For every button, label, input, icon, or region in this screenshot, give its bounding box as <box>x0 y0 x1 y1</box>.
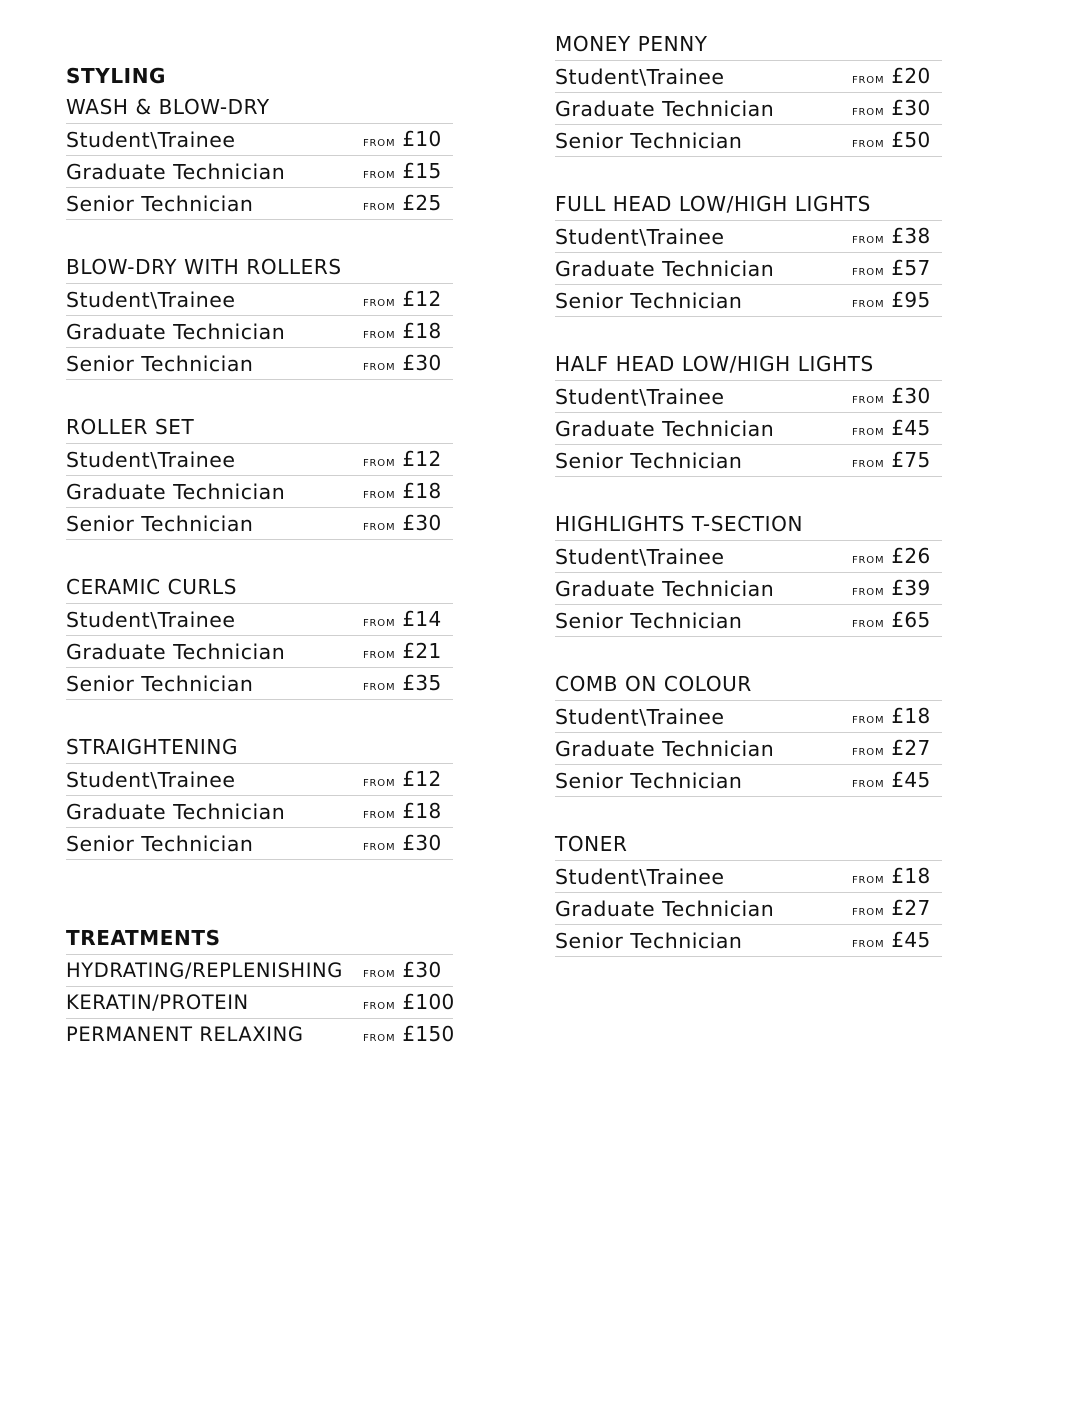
price <box>363 767 441 791</box>
price <box>852 64 930 88</box>
price-amount: £14 <box>402 607 442 631</box>
price-amount: £18 <box>402 479 442 503</box>
from-label: FROM <box>363 969 396 980</box>
price-amount: £18 <box>891 864 931 888</box>
price-row <box>555 381 942 413</box>
price <box>852 544 930 568</box>
price <box>852 576 930 600</box>
price-amount: £21 <box>402 639 442 663</box>
row-label: Senior Technician <box>555 928 743 953</box>
price-amount: £45 <box>891 928 931 952</box>
from-label: FROM <box>363 778 396 789</box>
price-row <box>66 156 453 188</box>
from-label: FROM <box>363 682 396 693</box>
group-title: COMB ON COLOUR <box>555 669 942 701</box>
price <box>852 448 930 472</box>
price <box>363 799 441 823</box>
row-label: Graduate Technician <box>555 896 775 921</box>
price-amount: £150 <box>402 1022 455 1046</box>
from-label: FROM <box>363 842 396 853</box>
price-row <box>66 796 453 828</box>
price <box>852 896 930 920</box>
price-row <box>66 188 453 220</box>
price <box>363 159 441 183</box>
price-row <box>555 861 942 893</box>
price-amount: £65 <box>891 608 931 632</box>
price-amount: £45 <box>891 416 931 440</box>
from-label: FROM <box>363 362 396 373</box>
price-row <box>66 668 453 700</box>
price <box>363 990 455 1014</box>
price-row <box>555 893 942 925</box>
price-row <box>555 605 942 637</box>
from-label: FROM <box>852 555 885 566</box>
price-row <box>66 316 453 348</box>
price <box>852 928 930 952</box>
from-label: FROM <box>363 490 396 501</box>
row-label: Student\Trainee <box>66 607 236 632</box>
row-label: PERMANENT RELAXING <box>66 1023 304 1046</box>
row-label: Graduate Technician <box>555 576 775 601</box>
row-label: Graduate Technician <box>66 799 286 824</box>
price-group <box>555 509 942 637</box>
right-column <box>555 29 942 957</box>
row-label: Student\Trainee <box>555 864 725 889</box>
group-title: HALF HEAD LOW/HIGH LIGHTS <box>555 349 942 381</box>
from-label: FROM <box>852 715 885 726</box>
price-amount: £30 <box>891 384 931 408</box>
from-label: FROM <box>363 458 396 469</box>
price <box>363 671 441 695</box>
price-group <box>555 349 942 477</box>
row-label: Student\Trainee <box>555 64 725 89</box>
row-label: Senior Technician <box>555 288 743 313</box>
price-row <box>66 764 453 796</box>
row-label: Student\Trainee <box>66 447 236 472</box>
from-label: FROM <box>852 619 885 630</box>
price-row <box>66 604 453 636</box>
price <box>852 384 930 408</box>
row-label: Graduate Technician <box>555 256 775 281</box>
price-amount: £57 <box>891 256 931 280</box>
price-row <box>555 221 942 253</box>
price <box>363 958 441 982</box>
group-title: MONEY PENNY <box>555 29 942 61</box>
row-label: Student\Trainee <box>66 767 236 792</box>
price-group <box>66 412 453 540</box>
price-group <box>66 92 453 220</box>
group-title: BLOW-DRY WITH ROLLERS <box>66 252 453 284</box>
row-label: Senior Technician <box>66 831 254 856</box>
price-row <box>555 733 942 765</box>
price-amount: £25 <box>402 191 442 215</box>
treatment-row <box>66 1019 453 1050</box>
row-label: Student\Trainee <box>555 384 725 409</box>
price-row <box>66 444 453 476</box>
from-label: FROM <box>363 1001 396 1012</box>
price <box>852 96 930 120</box>
price-amount: £38 <box>891 224 931 248</box>
price-row <box>555 93 942 125</box>
price-amount: £18 <box>891 704 931 728</box>
from-label: FROM <box>363 202 396 213</box>
group-title: STRAIGHTENING <box>66 732 453 764</box>
price-row <box>66 284 453 316</box>
from-label: FROM <box>363 298 396 309</box>
price-row <box>555 541 942 573</box>
row-label: Student\Trainee <box>66 287 236 312</box>
price-group <box>66 252 453 380</box>
row-label: Graduate Technician <box>555 416 775 441</box>
price-row <box>66 636 453 668</box>
row-label: Senior Technician <box>555 608 743 633</box>
left-column <box>66 60 453 1050</box>
from-label: FROM <box>852 875 885 886</box>
price-amount: £18 <box>402 799 442 823</box>
from-label: FROM <box>363 618 396 629</box>
row-label: Student\Trainee <box>66 127 236 152</box>
price-row <box>555 413 942 445</box>
price <box>852 288 930 312</box>
price-amount: £39 <box>891 576 931 600</box>
from-label: FROM <box>852 939 885 950</box>
row-label: Senior Technician <box>555 768 743 793</box>
price <box>852 864 930 888</box>
price-group <box>66 572 453 700</box>
price <box>852 416 930 440</box>
price <box>363 447 441 471</box>
price <box>363 639 441 663</box>
price <box>852 256 930 280</box>
row-label: Senior Technician <box>555 448 743 473</box>
from-label: FROM <box>852 395 885 406</box>
treatments-heading: TREATMENTS <box>66 922 453 955</box>
row-label: Graduate Technician <box>66 159 286 184</box>
price-row <box>555 125 942 157</box>
price-amount: £30 <box>402 958 442 982</box>
price-row <box>555 765 942 797</box>
row-label: Senior Technician <box>66 191 254 216</box>
price-row <box>66 508 453 540</box>
row-label: Graduate Technician <box>66 319 286 344</box>
treatment-row <box>66 955 453 987</box>
from-label: FROM <box>852 587 885 598</box>
price <box>852 768 930 792</box>
from-label: FROM <box>852 107 885 118</box>
price-amount: £45 <box>891 768 931 792</box>
price-amount: £27 <box>891 736 931 760</box>
row-label: KERATIN/PROTEIN <box>66 991 249 1014</box>
price-amount: £95 <box>891 288 931 312</box>
price-amount: £30 <box>402 351 442 375</box>
group-title: ROLLER SET <box>66 412 453 444</box>
price-group <box>555 189 942 317</box>
price-row <box>555 925 942 957</box>
price <box>852 608 930 632</box>
price <box>363 351 441 375</box>
price-row <box>555 253 942 285</box>
price-group <box>555 669 942 797</box>
row-label: Student\Trainee <box>555 224 725 249</box>
price <box>363 831 441 855</box>
price-amount: £20 <box>891 64 931 88</box>
from-label: FROM <box>363 1033 396 1044</box>
row-label: HYDRATING/REPLENISHING <box>66 959 343 982</box>
from-label: FROM <box>852 235 885 246</box>
price-amount: £75 <box>891 448 931 472</box>
price-amount: £100 <box>402 990 455 1014</box>
row-label: Graduate Technician <box>66 639 286 664</box>
row-label: Senior Technician <box>555 128 743 153</box>
from-label: FROM <box>363 650 396 661</box>
price <box>363 287 441 311</box>
price-amount: £30 <box>402 511 442 535</box>
group-title: CERAMIC CURLS <box>66 572 453 604</box>
price <box>363 1022 455 1046</box>
from-label: FROM <box>852 907 885 918</box>
price <box>852 128 930 152</box>
styling-heading: STYLING <box>66 64 167 88</box>
from-label: FROM <box>852 267 885 278</box>
row-label: Student\Trainee <box>555 704 725 729</box>
price-row <box>66 828 453 860</box>
row-label: Student\Trainee <box>555 544 725 569</box>
price-amount: £30 <box>891 96 931 120</box>
row-label: Senior Technician <box>66 511 254 536</box>
from-label: FROM <box>363 330 396 341</box>
row-label: Senior Technician <box>66 351 254 376</box>
price-row <box>555 61 942 93</box>
treatment-row <box>66 987 453 1019</box>
from-label: FROM <box>363 170 396 181</box>
price-row <box>555 445 942 477</box>
price-group <box>66 732 453 860</box>
from-label: FROM <box>363 138 396 149</box>
price-amount: £35 <box>402 671 442 695</box>
price <box>363 607 441 631</box>
price-amount: £12 <box>402 767 442 791</box>
price <box>363 479 441 503</box>
price-row <box>555 285 942 317</box>
price <box>363 127 441 151</box>
price-amount: £12 <box>402 447 442 471</box>
row-label: Graduate Technician <box>555 736 775 761</box>
price-amount: £12 <box>402 287 442 311</box>
group-title: WASH & BLOW-DRY <box>66 92 453 124</box>
price-amount: £10 <box>402 127 442 151</box>
price-group <box>555 29 942 157</box>
price-row <box>555 701 942 733</box>
group-title: HIGHLIGHTS T-SECTION <box>555 509 942 541</box>
from-label: FROM <box>852 427 885 438</box>
price <box>363 511 441 535</box>
price <box>363 191 441 215</box>
price-row <box>555 573 942 605</box>
price-amount: £50 <box>891 128 931 152</box>
from-label: FROM <box>852 747 885 758</box>
price <box>852 224 930 248</box>
price <box>363 319 441 343</box>
price <box>852 736 930 760</box>
price-row <box>66 348 453 380</box>
from-label: FROM <box>852 139 885 150</box>
from-label: FROM <box>852 459 885 470</box>
row-label: Senior Technician <box>66 671 254 696</box>
price-amount: £15 <box>402 159 442 183</box>
from-label: FROM <box>852 75 885 86</box>
from-label: FROM <box>363 522 396 533</box>
from-label: FROM <box>363 810 396 821</box>
row-label: Graduate Technician <box>555 96 775 121</box>
from-label: FROM <box>852 779 885 790</box>
price-amount: £27 <box>891 896 931 920</box>
price-amount: £18 <box>402 319 442 343</box>
group-title: FULL HEAD LOW/HIGH LIGHTS <box>555 189 942 221</box>
price-row <box>66 124 453 156</box>
row-label: Graduate Technician <box>66 479 286 504</box>
price-group <box>555 829 942 957</box>
group-title: TONER <box>555 829 942 861</box>
price <box>852 704 930 728</box>
price-amount: £30 <box>402 831 442 855</box>
price-amount: £26 <box>891 544 931 568</box>
from-label: FROM <box>852 299 885 310</box>
price-row <box>66 476 453 508</box>
